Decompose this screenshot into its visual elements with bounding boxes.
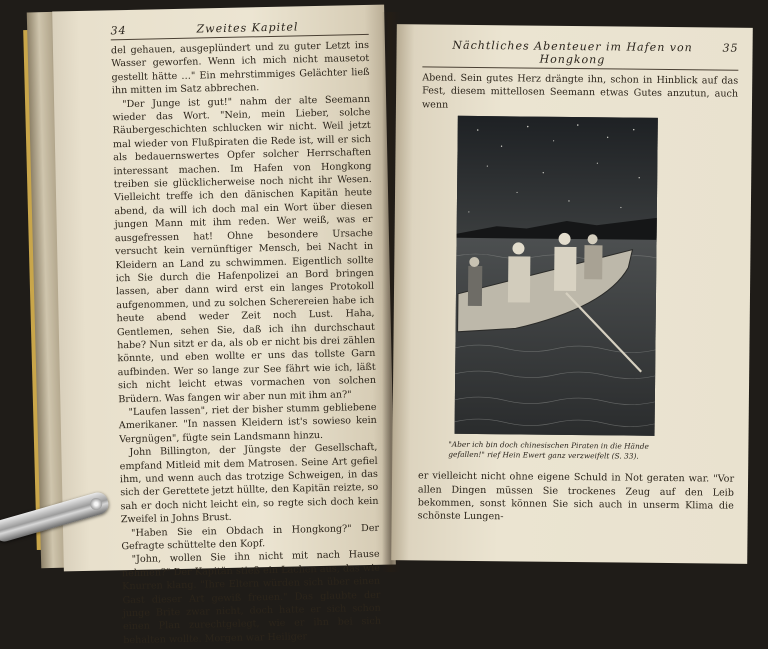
paragraph: John Billington, der Jüngste der Gesellschaft, empfand Mitleid mit dem Matrosen. Seine Art gefiel ihm, und wenn auch das trotzige Schweigen, in das sich der Gerettete jetzt hüllte, den Kapitän reizte, so sah er doch nicht leicht ein, so regte sich doch kein Zweifel in Johns Brust. — [119, 442, 379, 526]
paragraph: er vielleicht nicht ohne eigene Schuld in Not geraten war. "Vor allen Dingen müssen Sie trockenes Zeug auf den Leib bekommen, sonst können Sie sich auch in unserm Klima die schönste Lungen- — [417, 470, 735, 523]
right-page — [391, 24, 753, 564]
right-running-title: Nächtliches Abenteuer im Hafen von Hongkong — [452, 38, 693, 67]
left-page — [52, 5, 396, 647]
left-body-text — [111, 39, 382, 648]
right-running-head — [422, 38, 738, 70]
right-bottom-text — [418, 470, 735, 527]
left-page-number: 34 — [110, 23, 127, 38]
illustration-plate — [455, 116, 658, 436]
rowboat-illustration — [455, 116, 658, 436]
night-sky — [457, 116, 658, 238]
right-top-text — [422, 71, 738, 115]
paragraph: "Laufen lassen", riet der bisher stumm gebliebene Amerikaner. "In nassen Kleidern ist's sowieso kein Vergnügen", fügte sein Landsmann hinzu. — [118, 401, 377, 446]
paragraph: del gehauen, ausgeplündert und zu guter Letzt ins Wasser geworfen. Wenn ich mich nicht mausetot gestellt hätte …" Ein mehrstimmiges Gelächter ließ ihn mitten im Satz abbrechen. — [110, 39, 370, 97]
paragraph: "Haben Sie ein Obdach in Hongkong?" Der Gefragte schüttelte den Kopf. — [121, 522, 380, 553]
paragraph: Abend. Sein gutes Herz drängte ihn, schon in Hinblick auf das Fest, diesem mittellosen Seemann etwas Gutes anzutun, auch wenn — [421, 72, 739, 111]
left-running-head — [110, 19, 368, 40]
paragraph: "John, wollen Sie ihn nicht mit nach Hause nehmen?" Der Kapitän stieß ein Lachen aus, das wie Knurren klang. "Ihre Eltern würden sich über einen Gast dieser Art gewiß freuen." Das glaubte der junge Brite zwar nicht, doch hatte er sich schon einen Plan zurechtgelegt, wie er ihn bei sich behalten wollte. Morgen war Heiliger — [121, 549, 382, 647]
left-running-title: Zweites Kapitel — [196, 20, 299, 36]
right-page-number: 35 — [722, 41, 739, 55]
illustration-caption: "Aber ich bin doch chinesischen Piraten in die Hände gefallen!" rief Hein Ewert ganz verzweifelt (S. 33). — [448, 439, 649, 461]
paragraph: "Der Junge ist gut!" nahm der alte Seemann wieder das Wort. "Nein, mein Lieber, solche Räubergeschichten schlucken wir nicht. Weil jetzt mal wieder von Flußpiraten die Rede ist, will er sich als bedauernswertes Opfer solcher Herrschaften interessant machen. Im Hafen von Hongkong treiben sie glücklicherweise noch nicht ihr Wesen. Vielleicht treffe ich den dänischen Kapitän heute abend, da will ich doch mal ein Wort über diesen jungen Mann mit ihm reden. Wer weiß, was er ausgefressen hat! Ohne besondere Ursache versucht kein vernünftiger Mensch, bei Nacht in Kleidern an Land zu schwimmen. Eigentlich sollte ich Sie durch die Hafenpolizei an Bord bringen lassen, aber dann wird erst ein langes Protokoll aufgenommen, und zu solchen Scherereien habe ich heute abend weder Zeit noch Lust. Haha, Gentlemen, sehen Sie, daß ich ihn durchschaut habe? Nun sitzt er da, als ob er nicht bis drei zählen könnte, und eben wollte er uns das tollste Garn aufbinden. Wer so lange zur See fährt wie ich, läßt sich nicht leicht etwas vormachen von solchen Brüdern. Was fangen wir aber nun mit ihm an?" — [112, 93, 377, 405]
